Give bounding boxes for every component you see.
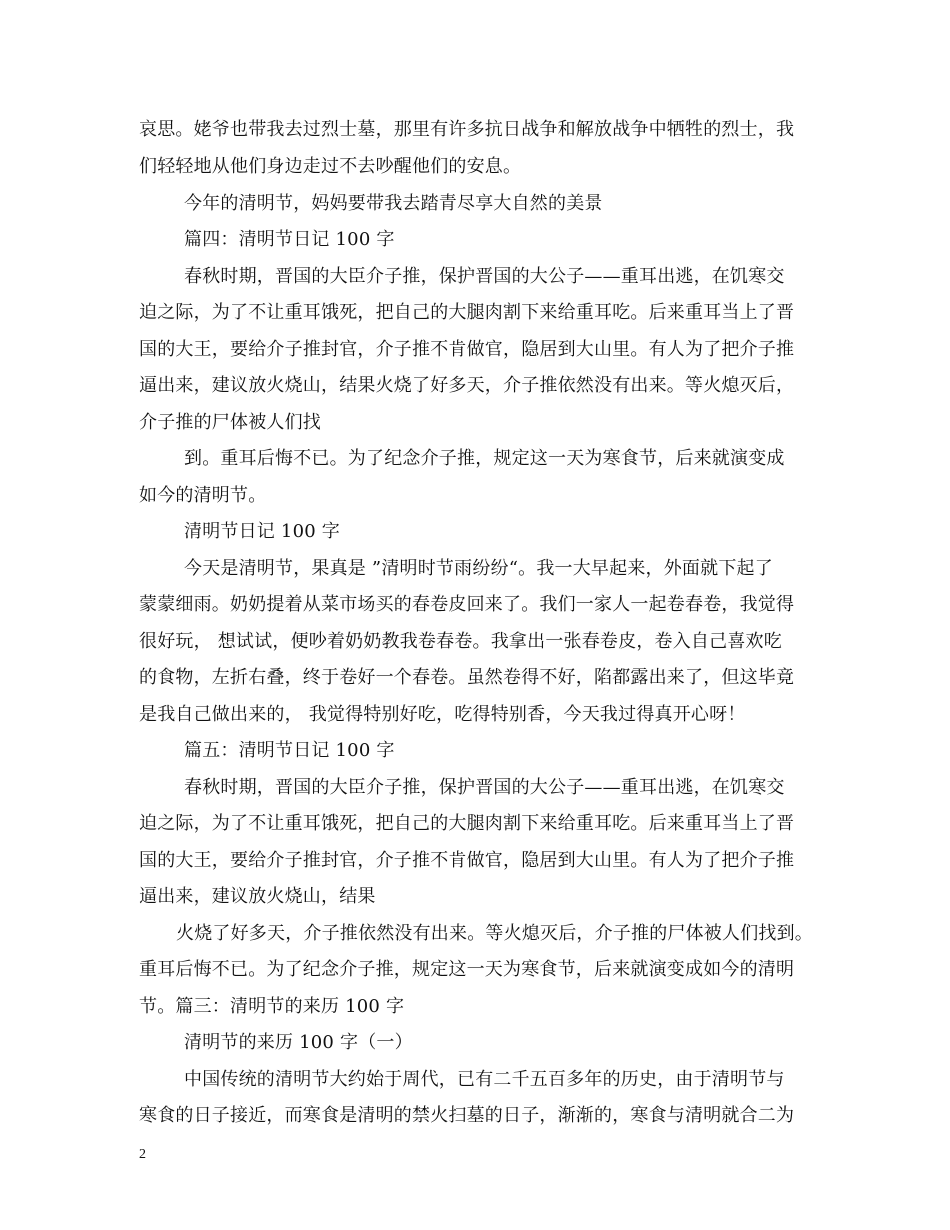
body-text-line: 介子推的尸体被人们找 [139,412,321,433]
body-text-line: 是我自己做出来的， 我觉得特别好吃，吃得特别香，今天我过得真开心呀！ [139,704,746,725]
body-text-line: 到。重耳后悔不已。为了纪念介子推，规定这一天为寒食节，后来就演变成 [184,448,785,469]
section-heading: 篇五：清明节日记 100 字 [184,740,395,761]
body-text-line: 今天是清明节，果真是 ”清明时节雨纷纷“。我一大早起来，外面就下起了 [184,558,773,579]
body-text-line: 国的大王，要给介子推封官，介子推不肯做官，隐居到大山里。有人为了把介子推 [139,339,795,360]
body-text-line: 哀思。姥爷也带我去过烈士墓，那里有许多抗日战争和解放战争中牺牲的烈士，我 [139,119,795,140]
body-text-line: 中国传统的清明节大约始于周代，已有二千五百多年的历史，由于清明节与 [184,1069,785,1090]
body-text-line: 春秋时期，晋国的大臣介子推，保护晋国的大公子——重耳出逃，在饥寒交 [184,266,785,287]
body-text-line: 春秋时期，晋国的大臣介子推，保护晋国的大公子——重耳出逃，在饥寒交 [184,777,785,798]
body-text-line: 迫之际，为了不让重耳饿死，把自己的大腿肉割下来给重耳吃。后来重耳当上了晋 [139,813,795,834]
section-heading: 清明节日记 100 字 [184,521,340,542]
body-text-line: 逼出来，建议放火烧山，结果 [139,886,376,907]
body-text-line: 的食物，左折右叠，终于卷好一个春卷。虽然卷得不好，陷都露出来了，但这毕竟 [139,667,795,688]
body-text-line: 蒙蒙细雨。奶奶提着从菜市场买的春卷皮回来了。我们一家人一起卷春卷，我觉得 [139,594,795,615]
body-text-line: 们轻轻地从他们身边走过不去吵醒他们的安息。 [139,156,522,177]
section-heading: 篇四：清明节日记 100 字 [184,229,395,250]
page-number: 2 [139,1147,146,1162]
body-text-line: 逼出来，建议放火烧山，结果火烧了好多天，介子推依然没有出来。等火熄灭后， [139,375,795,396]
section-heading: 清明节的来历 100 字（一） [184,1032,413,1053]
body-text-line: 迫之际，为了不让重耳饿死，把自己的大腿肉割下来给重耳吃。后来重耳当上了晋 [139,302,795,323]
body-text-line: 如今的清明节。 [139,485,267,506]
body-text-line: 火烧了好多天，介子推依然没有出来。等火熄灭后，介子推的尸体被人们找到。 [176,923,813,944]
body-text-line: 国的大王，要给介子推封官，介子推不肯做官，隐居到大山里。有人为了把介子推 [139,850,795,871]
body-text-line: 今年的清明节，妈妈要带我去踏青尽享大自然的美景 [184,193,603,214]
body-text-line: 节。篇三：清明节的来历 100 字 [139,996,405,1017]
body-text-line: 寒食的日子接近，而寒食是清明的禁火扫墓的日子，渐渐的，寒食与清明就合二为 [139,1105,795,1126]
body-text-line: 重耳后悔不已。为了纪念介子推，规定这一天为寒食节，后来就演变成如今的清明 [139,959,795,980]
body-text-line: 很好玩， 想试试，便吵着奶奶教我卷春卷。我拿出一张春卷皮，卷入自己喜欢吃 [139,631,782,652]
